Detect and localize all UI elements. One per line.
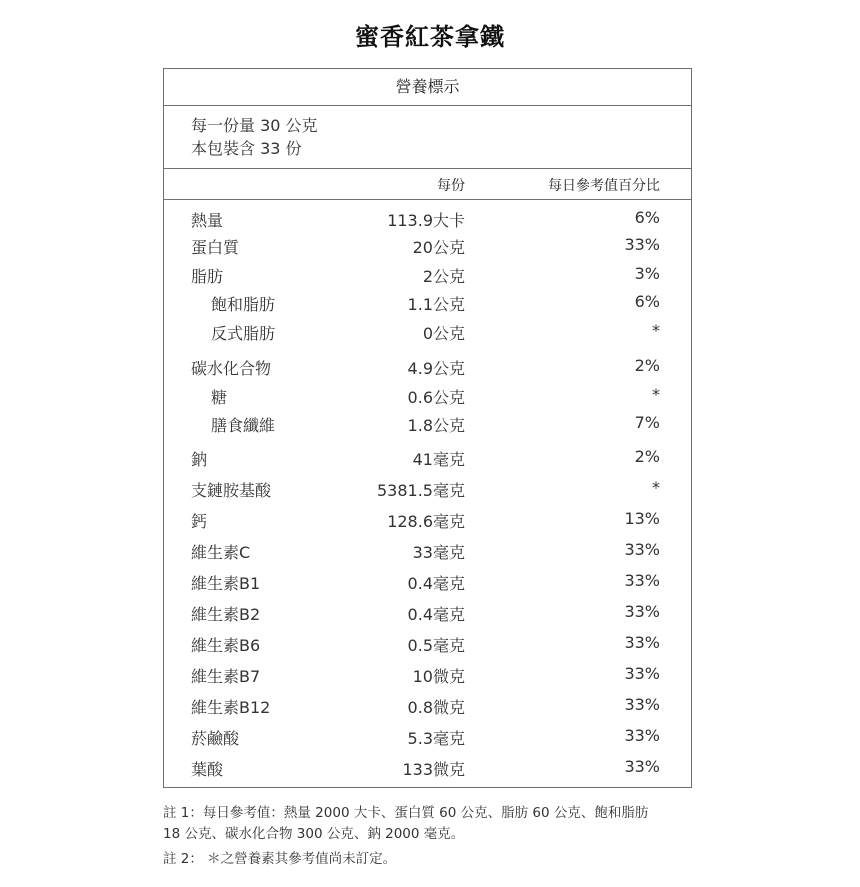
nutrient-name: 飽和脂肪 [211,295,276,314]
nutrient-name: 蛋白質 [191,238,240,257]
nutrient-name: 碳水化合物 [191,359,272,378]
nutrient-amount: 0.5毫克 [407,636,465,655]
nutrient-amount: 1.1公克 [407,295,465,314]
nutrient-dv: 2% [634,356,660,375]
nutrient-dv: 33% [624,726,660,745]
nutrition-facts-panel [163,68,692,788]
nutrient-name: 維生素B6 [191,636,261,655]
col-per-serving: 每份 [437,178,465,194]
nutrient-amount: 2公克 [422,267,465,286]
nutrient-row-vitamin-b7 [164,664,691,688]
nutrient-row-protein [164,235,691,259]
nutrient-row-vitamin-b6 [164,633,691,657]
nutrient-amount: 0.4毫克 [407,574,465,593]
nutrient-name: 熱量 [191,211,224,230]
nutrient-row-fat [164,264,691,288]
nutrient-name: 糖 [211,388,228,407]
footnote-1-line-1: 註 1：每日參考值：熱量 2000 大卡、蛋白質 60 公克、脂肪 60 公克、飽和脂肪 [163,805,649,821]
nutrient-amount: 0.6公克 [407,388,465,407]
nutrient-name: 膳食纖維 [211,416,276,435]
nutrient-amount: 5381.5毫克 [377,481,465,500]
nutrient-dv: * [652,478,660,497]
nutrient-amount: 5.3毫克 [407,729,465,748]
nutrient-dv: 33% [624,633,660,652]
nutrient-amount: 4.9公克 [407,359,465,378]
nutrient-amount: 33毫克 [412,543,465,562]
nutrient-dv: 33% [624,235,660,254]
serving-info [164,105,691,169]
nutrient-dv: 33% [624,695,660,714]
nutrient-name: 維生素B2 [191,605,261,624]
nutrient-dv: 33% [624,540,660,559]
servings-per-pack: 本包裝含 33 份 [191,139,302,158]
nutrient-name: 維生素B12 [191,698,271,717]
nutrient-name: 維生素C [191,543,251,562]
nutrient-name: 鈣 [191,512,208,531]
nutrient-row-folic-acid [164,757,691,781]
nutrient-name: 葉酸 [191,760,224,779]
serving-size: 每一份量 30 公克 [191,116,318,135]
column-headers [164,168,691,200]
nutrient-row-niacin [164,726,691,750]
nutrient-row-vitamin-b1 [164,571,691,595]
nutrient-dv: * [652,385,660,404]
footnote-2: 註 2： ＊之營養素其參考值尚未訂定。 [163,851,397,867]
nutrient-name: 支鏈胺基酸 [191,481,272,500]
nutrient-name: 鈉 [191,450,208,469]
nutrient-dv: 6% [634,292,660,311]
nutrient-dv: 7% [634,413,660,432]
nutrient-dv: 3% [634,264,660,283]
nutrient-amount: 1.8公克 [407,416,465,435]
nutrient-dv: 13% [624,509,660,528]
nutrient-dv: 33% [624,602,660,621]
nutrient-amount: 41毫克 [412,450,465,469]
nutrient-dv: 6% [634,208,660,227]
nutrient-row-saturated-fat [164,292,691,316]
nutrient-row-sodium [164,447,691,471]
nutrient-row-vitamin-b12 [164,695,691,719]
nutrient-dv: 33% [624,571,660,590]
nutrient-row-calories [164,208,691,232]
nutrient-amount: 0.8微克 [407,698,465,717]
nutrient-name: 維生素B1 [191,574,261,593]
nutrient-amount: 10微克 [412,667,465,686]
nutrient-name: 菸鹼酸 [191,729,240,748]
nutrient-dv: 33% [624,664,660,683]
nutrient-amount: 128.6毫克 [387,512,465,531]
nutrient-dv: 2% [634,447,660,466]
nutrient-name: 維生素B7 [191,667,261,686]
nutrient-row-bcaa [164,478,691,502]
panel-header: 營養標示 [164,69,691,106]
nutrient-row-calcium [164,509,691,533]
nutrient-row-vitamin-c [164,540,691,564]
nutrient-dv: * [652,321,660,340]
footnote-1-line-2: 18 公克、碳水化合物 300 公克、鈉 2000 毫克。 [163,826,465,842]
nutrient-amount: 0.4毫克 [407,605,465,624]
nutrient-amount: 133微克 [402,760,465,779]
nutrient-row-trans-fat [164,321,691,345]
nutrient-row-carbohydrate [164,356,691,380]
product-title: 蜜香紅茶拿鐵 [355,23,505,51]
col-daily-value: 每日參考值百分比 [548,178,660,194]
nutrient-name: 反式脂肪 [211,324,276,343]
nutrient-row-vitamin-b2 [164,602,691,626]
nutrient-amount: 113.9大卡 [387,211,465,230]
nutrient-amount: 20公克 [412,238,465,257]
nutrient-amount: 0公克 [422,324,465,343]
nutrient-dv: 33% [624,757,660,776]
nutrient-row-dietary-fiber [164,413,691,437]
nutrient-name: 脂肪 [191,267,224,286]
nutrient-row-sugar [164,385,691,409]
